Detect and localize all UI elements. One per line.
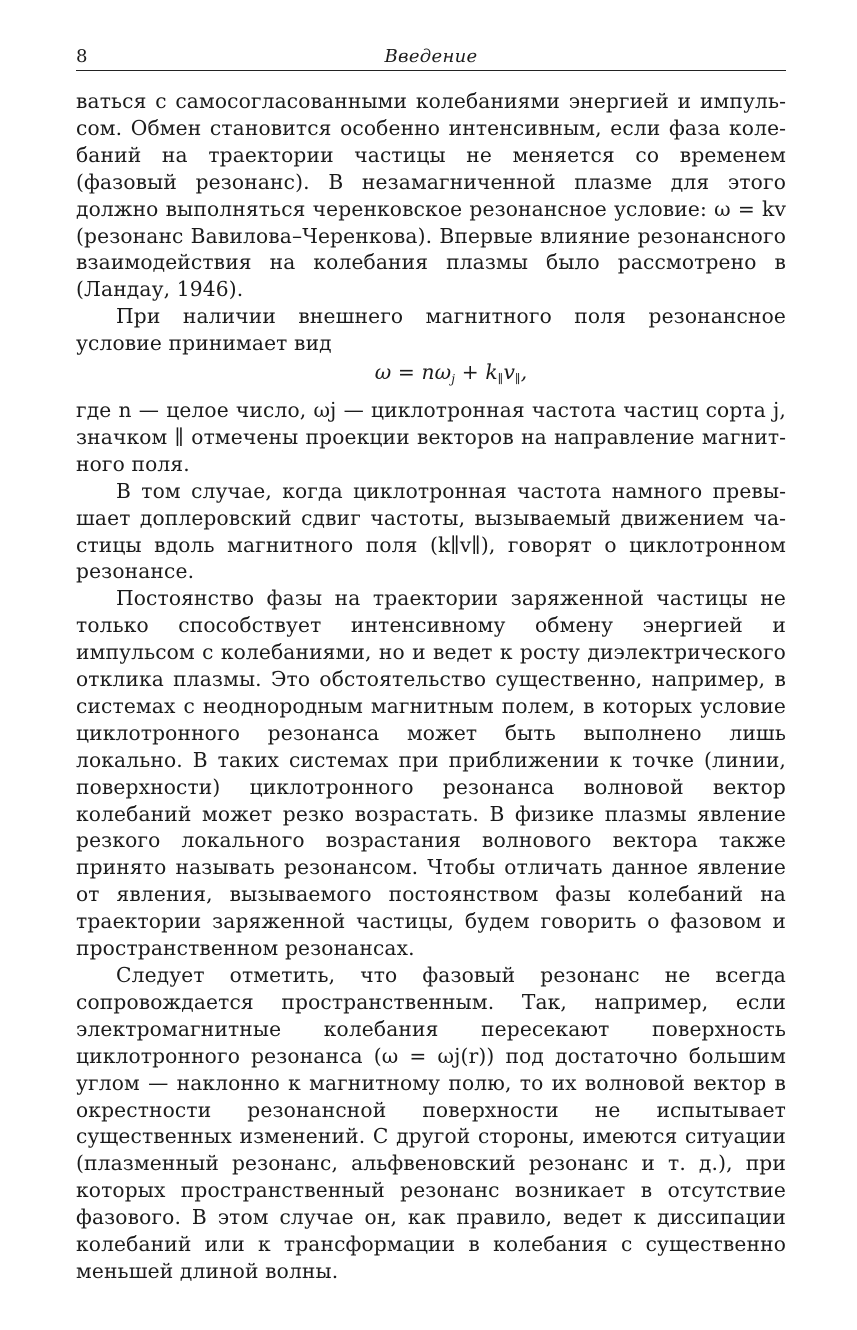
formula-plus-k: + k (455, 360, 498, 385)
formula-sub-parallel-k: ∥ (497, 372, 504, 387)
paragraph-3: где n — целое число, ωj — циклотронная частота частиц сорта j, значком ∥ отмечены проекции векторов на направление магнитного поля. (76, 397, 786, 476)
header-rule (76, 70, 786, 71)
formula-sub-parallel-v: ∥ (515, 372, 521, 387)
page-header (76, 46, 786, 68)
formula-sub-j: j (451, 372, 456, 387)
formula-lhs: ω = nω (374, 360, 452, 385)
running-title: Введение (384, 46, 478, 67)
paragraph-6: Следует отметить, что фазовый резонанс не всегда сопровождается пространственным. Так, например, если электромагнитные колебания пересекают поверхность циклотронного резонанса (ω = ωj(r)) под достаточно большим углом — наклонно к магнитному полю, то их волновой вектор в окрестности резонансной поверхности не испытывает существенных изменений. С другой стороны, имеются ситуации (плазменный резонанс, альфвеновский резонанс и т. д.), при которых пространственный резонанс возникает в отсутствие фазового. В этом случае он, как правило, ведет к диссипации колебаний или к трансформации в колебания с существенно меньшей длиной волны. (76, 963, 786, 1283)
body-text (76, 88, 786, 1285)
formula-tail: , (520, 360, 528, 385)
paragraph-2: При наличии внешнего магнитного поля резонансное условие принимает вид (76, 304, 786, 356)
formula-v: v (503, 360, 516, 385)
paragraph-5: Постоянство фазы на траектории заряженной частицы не только способствует интенсивному обмену энергией и импульсом с колебаниями, но и ведет к росту диэлектрического отклика плазмы. Это обстоятельство существенно, например, в системах с неоднородным магнитным полем, в которых условие циклотронного резонанса может быть выполнено лишь локально. В таких системах при приближении к точке (линии, поверхности) циклотронного резонанса волновой вектор колебаний может резко возрастать. В физике плазмы явление резкого локального возрастания волнового вектора также принято называть резонансом. Чтобы отличать данное явление от явления, вызываемого постоянством фазы колебаний на траектории заряженной частицы, будем говорить о фазовом и пространственном резонансах. (76, 586, 786, 961)
paragraph-1: ваться с самосогласованными колебаниями энергией и импульсом. Обмен становится особенно интенсивным, если фаза колебаний на траектории частицы не меняется со временем (фазовый резонанс). В незамагниченной плазме для этого должно выполняться черенковское резонансное условие: ω = kv (резонанс Вавилова–Черенкова). Впервые влияние резонансного взаимодействия на колебания плазмы было рассмотрено в (Ландау, 1946). (76, 89, 786, 302)
resonance-formula (76, 359, 786, 393)
page-number: 8 (76, 46, 88, 67)
paragraph-4: В том случае, когда циклотронная частота намного превышает доплеровский сдвиг частоты, вызываемый движением частицы вдоль магнитного поля (k∥v∥), говорят о циклотронном резонансе. (76, 478, 786, 584)
